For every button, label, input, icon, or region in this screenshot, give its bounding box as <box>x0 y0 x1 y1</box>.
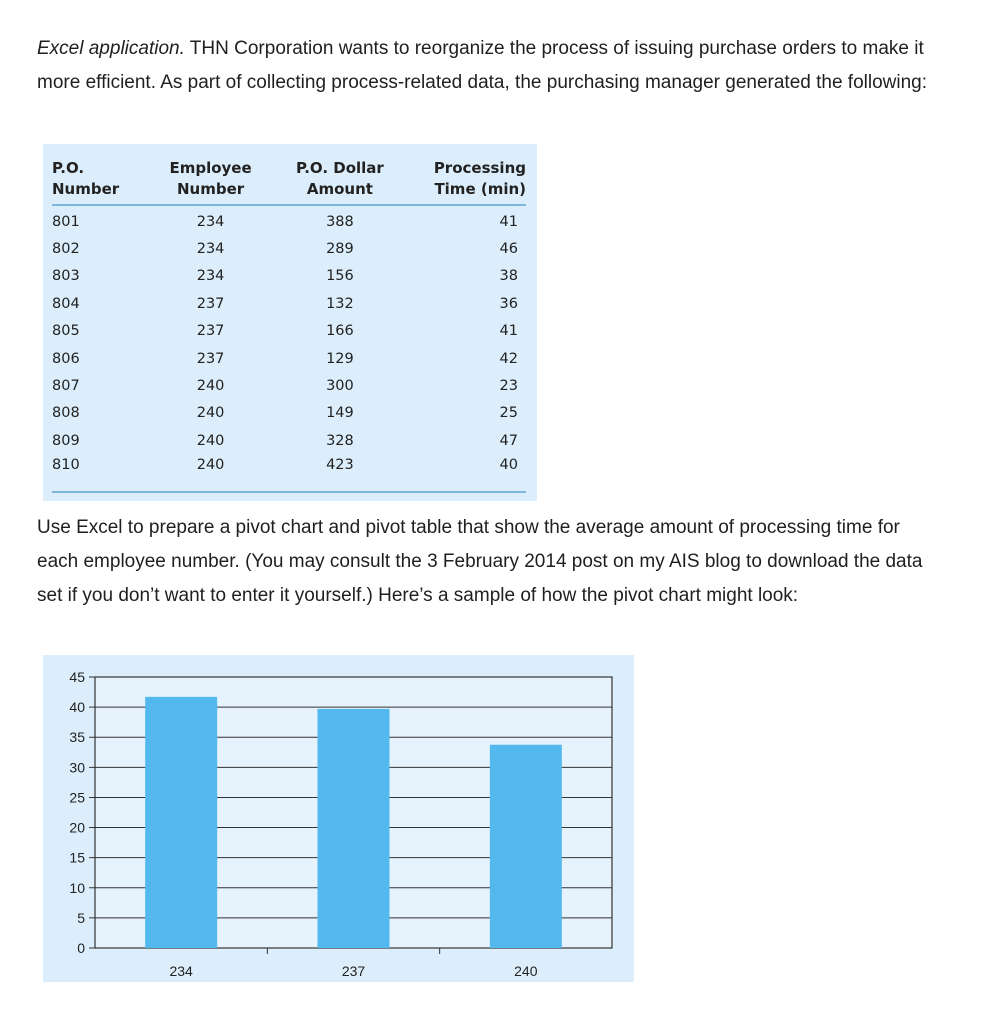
table-cell: 807 <box>52 378 80 395</box>
table-cell: 23 <box>499 378 518 395</box>
table-cell: 42 <box>499 350 518 367</box>
table-cell: 805 <box>52 323 80 340</box>
table-cell: 237 <box>196 350 225 367</box>
table-cell: 240 <box>196 432 225 449</box>
header-dollar-amount: P.O. Dollar Amount <box>274 158 405 205</box>
header-employee-number: Employee Number <box>147 158 275 205</box>
table-header-row <box>52 158 526 205</box>
table-cell: 41 <box>499 323 518 340</box>
table-cell: 802 <box>52 241 80 258</box>
y-tick-label: 30 <box>69 759 85 776</box>
table-cell: 46 <box>499 241 518 258</box>
table-row <box>52 372 526 399</box>
table-cell: 237 <box>196 323 225 340</box>
intro-lead: Excel application. <box>37 38 185 59</box>
table-cell: 166 <box>326 323 354 340</box>
x-tick-label: 234 <box>169 963 193 979</box>
table-cell: 237 <box>196 295 225 312</box>
table-cell: 156 <box>326 268 354 285</box>
pivot-chart-panel <box>43 655 634 982</box>
table-cell: 40 <box>405 455 526 492</box>
y-tick-label: 35 <box>69 729 85 746</box>
table-cell: 810 <box>52 455 147 492</box>
purchase-order-table <box>52 158 526 493</box>
table-cell: 149 <box>326 405 354 422</box>
table-cell: 328 <box>326 432 354 449</box>
table-cell: 129 <box>326 350 354 367</box>
pivot-chart <box>43 655 634 982</box>
y-tick-label: 40 <box>69 699 85 716</box>
table-cell: 804 <box>52 295 80 312</box>
intro-text: THN Corporation wants to reorganize the process of issuing purchase orders to make it more efficient. As part of collecting process-related data, the purchasing manager generated the following: <box>37 38 928 93</box>
table-cell: 47 <box>499 432 518 449</box>
bar-237 <box>318 709 390 948</box>
table-row <box>52 400 526 427</box>
bar-240 <box>490 745 562 948</box>
table-row <box>52 345 526 372</box>
x-tick-label: 240 <box>514 963 538 979</box>
y-tick-label: 10 <box>69 879 85 896</box>
table-cell: 808 <box>52 405 80 422</box>
y-tick-label: 25 <box>69 789 85 806</box>
table-cell: 423 <box>274 455 405 492</box>
table-row <box>52 235 526 262</box>
purchase-order-table-panel <box>43 144 537 501</box>
table-cell: 806 <box>52 350 80 367</box>
table-cell: 240 <box>196 405 225 422</box>
table-cell: 300 <box>326 378 354 395</box>
instruction-paragraph: Use Excel to prepare a pivot chart and pivot table that show the average amount of processing time for each employee number. (You may consult the 3 February 2014 post on my AIS blog to download the data set if you don’t want to enter it yourself.) Here’s a sample of how the pivot chart might look: <box>37 517 923 606</box>
table-cell: 25 <box>499 405 518 422</box>
table-row <box>52 290 526 317</box>
table-cell: 801 <box>52 213 80 230</box>
y-tick-label: 45 <box>69 669 85 685</box>
table-cell: 38 <box>499 268 518 285</box>
y-tick-label: 20 <box>69 819 85 836</box>
table-cell: 809 <box>52 432 80 449</box>
table-row <box>52 427 526 454</box>
table-cell: 240 <box>147 455 275 492</box>
table-row <box>52 318 526 345</box>
header-processing-time: Processing Time (min) <box>405 158 526 205</box>
table-cell: 240 <box>196 378 225 395</box>
table-cell: 41 <box>499 213 518 230</box>
table-cell: 234 <box>196 268 225 285</box>
x-tick-label: 237 <box>341 963 366 979</box>
y-tick-label: 5 <box>77 909 85 926</box>
table-cell: 234 <box>196 213 225 230</box>
table-cell: 289 <box>326 241 354 258</box>
table-cell: 132 <box>326 295 354 312</box>
y-tick-label: 0 <box>77 940 85 956</box>
table-cell: 36 <box>499 295 518 312</box>
bar-234 <box>145 697 217 948</box>
table-cell: 803 <box>52 268 80 285</box>
y-tick-label: 15 <box>69 849 85 866</box>
table-cell: 234 <box>196 241 225 258</box>
table-row <box>52 263 526 290</box>
header-po-number: P.O. Number <box>52 158 147 205</box>
table-row <box>52 455 526 492</box>
intro-paragraph <box>37 32 937 100</box>
table-cell: 388 <box>326 213 354 230</box>
table-row <box>52 205 526 235</box>
